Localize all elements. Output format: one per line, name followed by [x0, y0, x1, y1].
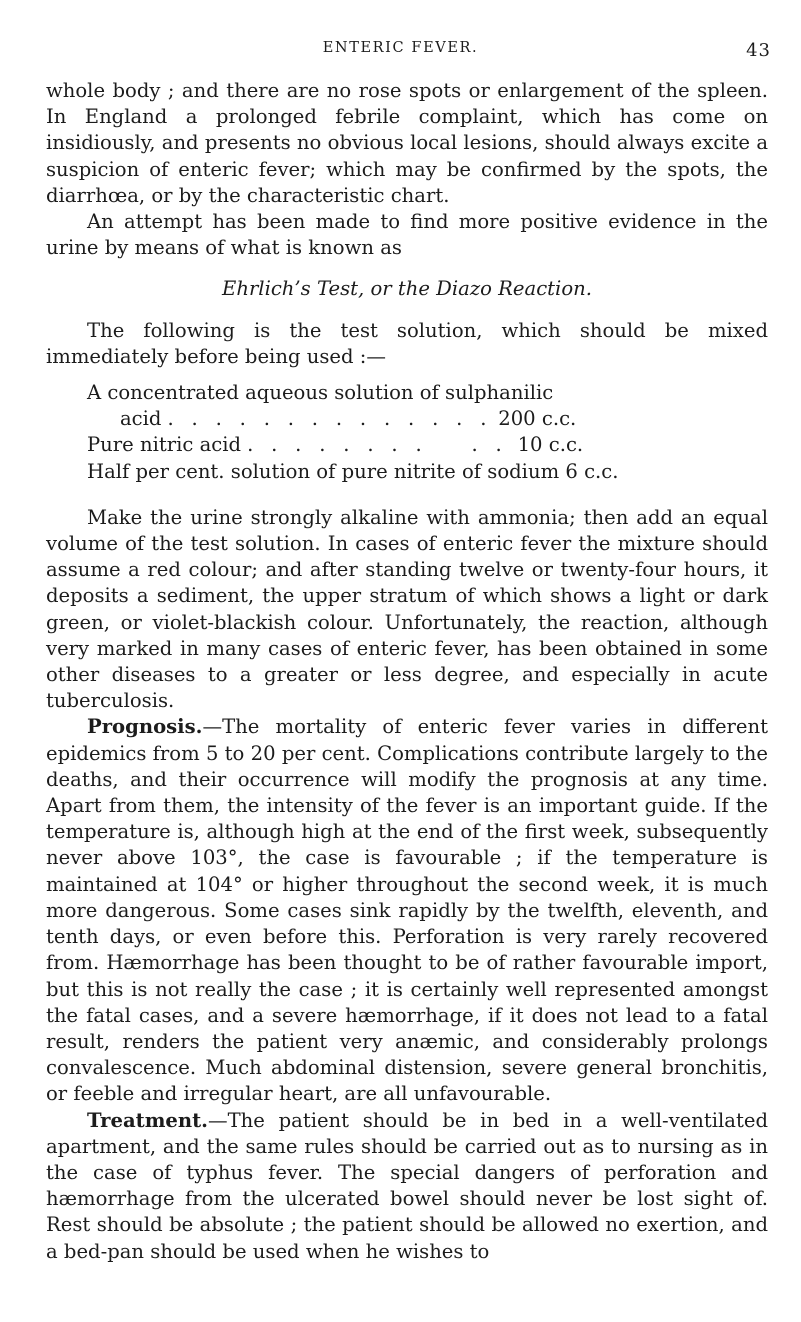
- recipe-amount: 10 c.c.: [517, 433, 584, 457]
- prognosis-text: —The mortality of enteric fever varies in different epidemics from 5 to 20 per cent. Complications contribute largely to the deaths, and their occurrence will modify the prognosis at any time. Apart from them, the intensity of the fever is an important guide. If the temperature is, although high at the end of the first week, subsequently never above 103°, the case is favourable ; if the temperature is maintained at 104° or higher throughout the second week, it is much more dangerous. Some cases sink rapidly by the twelfth, eleventh, and tenth days, or even before this. Perforation is very rarely recovered from. Hæmorrhage has been thought to be of rather favourable import, but this is not really the case ; it is certainly well represented amongst the fatal cases, and a severe hæmorrhage, if it does not lead to a fatal result, renders the patient very anæmic, and considerably prolongs convalescence. Much abdominal distension, severe general bronchitis, or feeble and irregular heart, are all unfavourable.: [46, 715, 768, 1106]
- running-head: [0, 40, 801, 64]
- text-body: [46, 78, 768, 1265]
- recipe-item-name: Half per cent. solution of pure nitrite of sodium 6 c.c.: [87, 459, 619, 483]
- page-number: 43: [746, 40, 771, 61]
- recipe-item-name: A concentrated aqueous solution of sulphanilic: [87, 381, 554, 405]
- recipe-leaders: . . . . . . . .: [247, 433, 428, 457]
- recipe-item-name: acid: [120, 407, 162, 431]
- recipe-item-sulphanilic-cont: [46, 406, 768, 432]
- paragraph-test-solution: The following is the test solution, which should be mixed immediately before being used :—: [46, 318, 768, 368]
- running-title: ENTERIC FEVER.: [322, 40, 479, 56]
- paragraph-prognosis: [46, 714, 768, 1107]
- recipe-list: [46, 380, 768, 485]
- recipe-amount: 200 c.c.: [498, 407, 577, 431]
- section-heading-treatment: Treatment.: [87, 1108, 209, 1132]
- paragraph-treatment: [46, 1108, 768, 1265]
- recipe-item-nitric: [46, 432, 768, 458]
- paragraph-ehrlich-intro: An attempt has been made to find more positive evidence in the urine by means of what is known as: [46, 210, 768, 260]
- recipe-leaders: . .: [471, 433, 508, 457]
- paragraph-urine-method: Make the urine strongly alkaline with ammonia; then add an equal volume of the test solution. In cases of enteric fever the mixture should assume a red colour; and after standing twelve or twenty-four hours, it deposits a sediment, the upper stratum of which shows a light or dark green, or violet-blackish colour. Unfortunately, the reaction, although very marked in many cases of enteric fever, has been obtained in some other diseases to a greater or less degree, and especially in acute tuberculosis.: [46, 505, 768, 713]
- recipe-leaders: . . . . . . . . . . . . . .: [167, 407, 493, 431]
- paragraph-continued: whole body ; and there are no rose spots or enlargement of the spleen. In England a prolonged febrile complaint, which has come on insidiously, and presents no obvious local lesions, should always excite a suspicion of enteric fever; which may be confirmed by the spots, the diarrhœa, or by the characteristic chart.: [46, 79, 768, 207]
- section-heading-prognosis: Prognosis.: [87, 715, 203, 739]
- treatment-text: —The patient should be in bed in a well-ventilated apartment, and the same rules should be carried out as to nursing as in the case of typhus fever. The special dangers of perforation and hæmorrhage from the ulcerated bowel should never be lost sight of. Rest should be absolute ; the patient should be allowed no exertion, and a bed-pan should be used when he wishes to: [46, 1108, 768, 1263]
- recipe-item-name: Pure nitric acid: [87, 433, 242, 457]
- recipe-item-sulphanilic: [46, 380, 768, 406]
- recipe-item-nitrite: [46, 459, 768, 485]
- subheading-ehrlichs-test: Ehrlich’s Test, or the Diazo Reaction.: [222, 277, 592, 301]
